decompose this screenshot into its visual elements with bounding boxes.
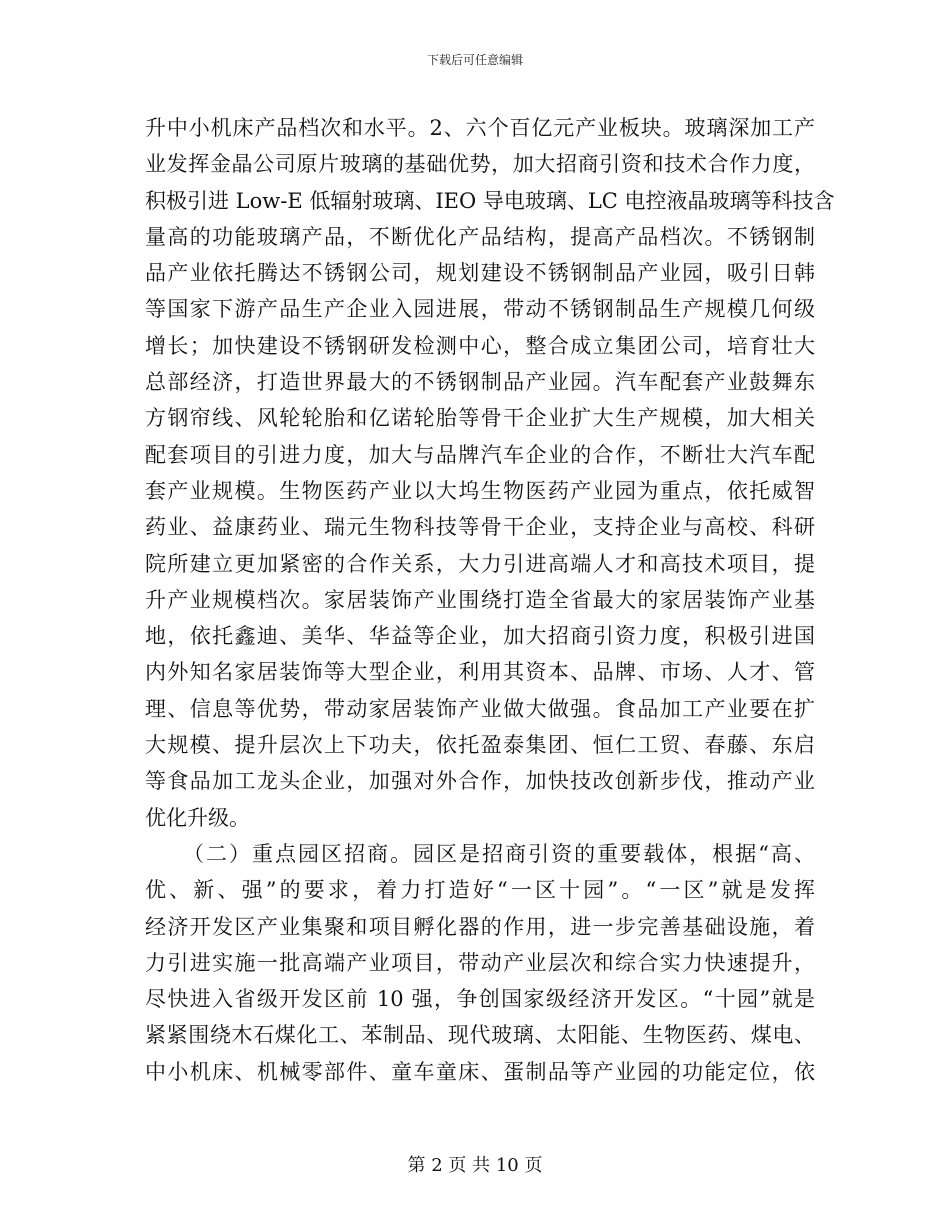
text-line: 总部经济，打造世界最大的不锈钢制品产业园。汽车配套产业鼓舞东 [145,370,815,395]
text-line: 积极引进 Low-E 低辐射玻璃、IEO 导电玻璃、LC 电控液晶玻璃等科技含 [145,188,835,213]
text-line: 地，依托鑫迪、美华、华益等企业，加大招商引资力度，积极引进国 [145,624,815,649]
page-footer: 第 2 页 共 10 页 [407,1155,543,1176]
text-line: 增长；加快建设不锈钢研发检测中心，整合成立集团公司，培育壮大 [145,333,815,358]
text-line: 升产业规模档次。家居装饰产业围绕打造全省最大的家居装饰产业基 [145,587,815,612]
text-line: 紧紧围绕木石煤化工、苯制品、现代玻璃、太阳能、生物医药、煤电、 [145,1023,815,1048]
document-body [145,110,835,1090]
text-line: 理、信息等优势，带动家居装饰产业做大做强。食品加工产业要在扩 [145,696,815,721]
text-line: 院所建立更加紧密的合作关系，大力引进高端人才和高技术项目，提 [145,551,815,576]
text-line: 方钢帘线、风轮轮胎和亿诺轮胎等骨干企业扩大生产规模，加大相关 [145,406,815,431]
text-line: （二）重点园区招商。园区是招商引资的重要载体，根据“高、 [183,841,815,866]
text-line: 套产业规模。生物医药产业以大坞生物医药产业园为重点，依托威智 [145,478,815,503]
text-line: 等食品加工龙头企业，加强对外合作，加快技改创新步伐，推动产业 [145,769,815,794]
text-line: 业发挥金晶公司原片玻璃的基础优势，加大招商引资和技术合作力度， [145,152,815,177]
page-header: 下载后可任意编辑 [426,53,523,67]
text-line: 优化升级。 [145,805,250,830]
text-line: 力引进实施一批高端产业项目，带动产业层次和综合实力快速提升， [145,950,815,975]
text-line: 经济开发区产业集聚和项目孵化器的作用，进一步完善基础设施，着 [145,914,815,939]
text-line: 大规模、提升层次上下功夫，依托盈泰集团、恒仁工贸、春藤、东启 [145,733,815,758]
text-line: 升中小机床产品档次和水平。2、六个百亿元产业板块。玻璃深加工产 [145,116,815,140]
text-line: 尽快进入省级开发区前 10 强，争创国家级经济开发区。“十园”就是 [145,987,815,1012]
text-line: 配套项目的引进力度，加大与品牌汽车企业的合作，不断壮大汽车配 [145,442,815,467]
text-line: 内外知名家居装饰等大型企业，利用其资本、品牌、市场、人才、管 [145,660,815,685]
text-line: 量高的功能玻璃产品，不断优化产品结构，提高产品档次。不锈钢制 [145,224,815,249]
text-line: 药业、益康药业、瑞元生物科技等骨干企业，支持企业与高校、科研 [145,515,815,540]
text-line: 品产业依托腾达不锈钢公司，规划建设不锈钢制品产业园，吸引日韩 [145,261,815,286]
text-line: 优、新、强”的要求，着力打造好“一区十园”。“一区”就是发挥 [145,878,815,903]
text-line: 中小机床、机械零部件、童车童床、蛋制品等产业园的功能定位，依 [145,1059,815,1084]
text-line: 等国家下游产品生产企业入园进展，带动不锈钢制品生产规模几何级 [145,297,815,322]
